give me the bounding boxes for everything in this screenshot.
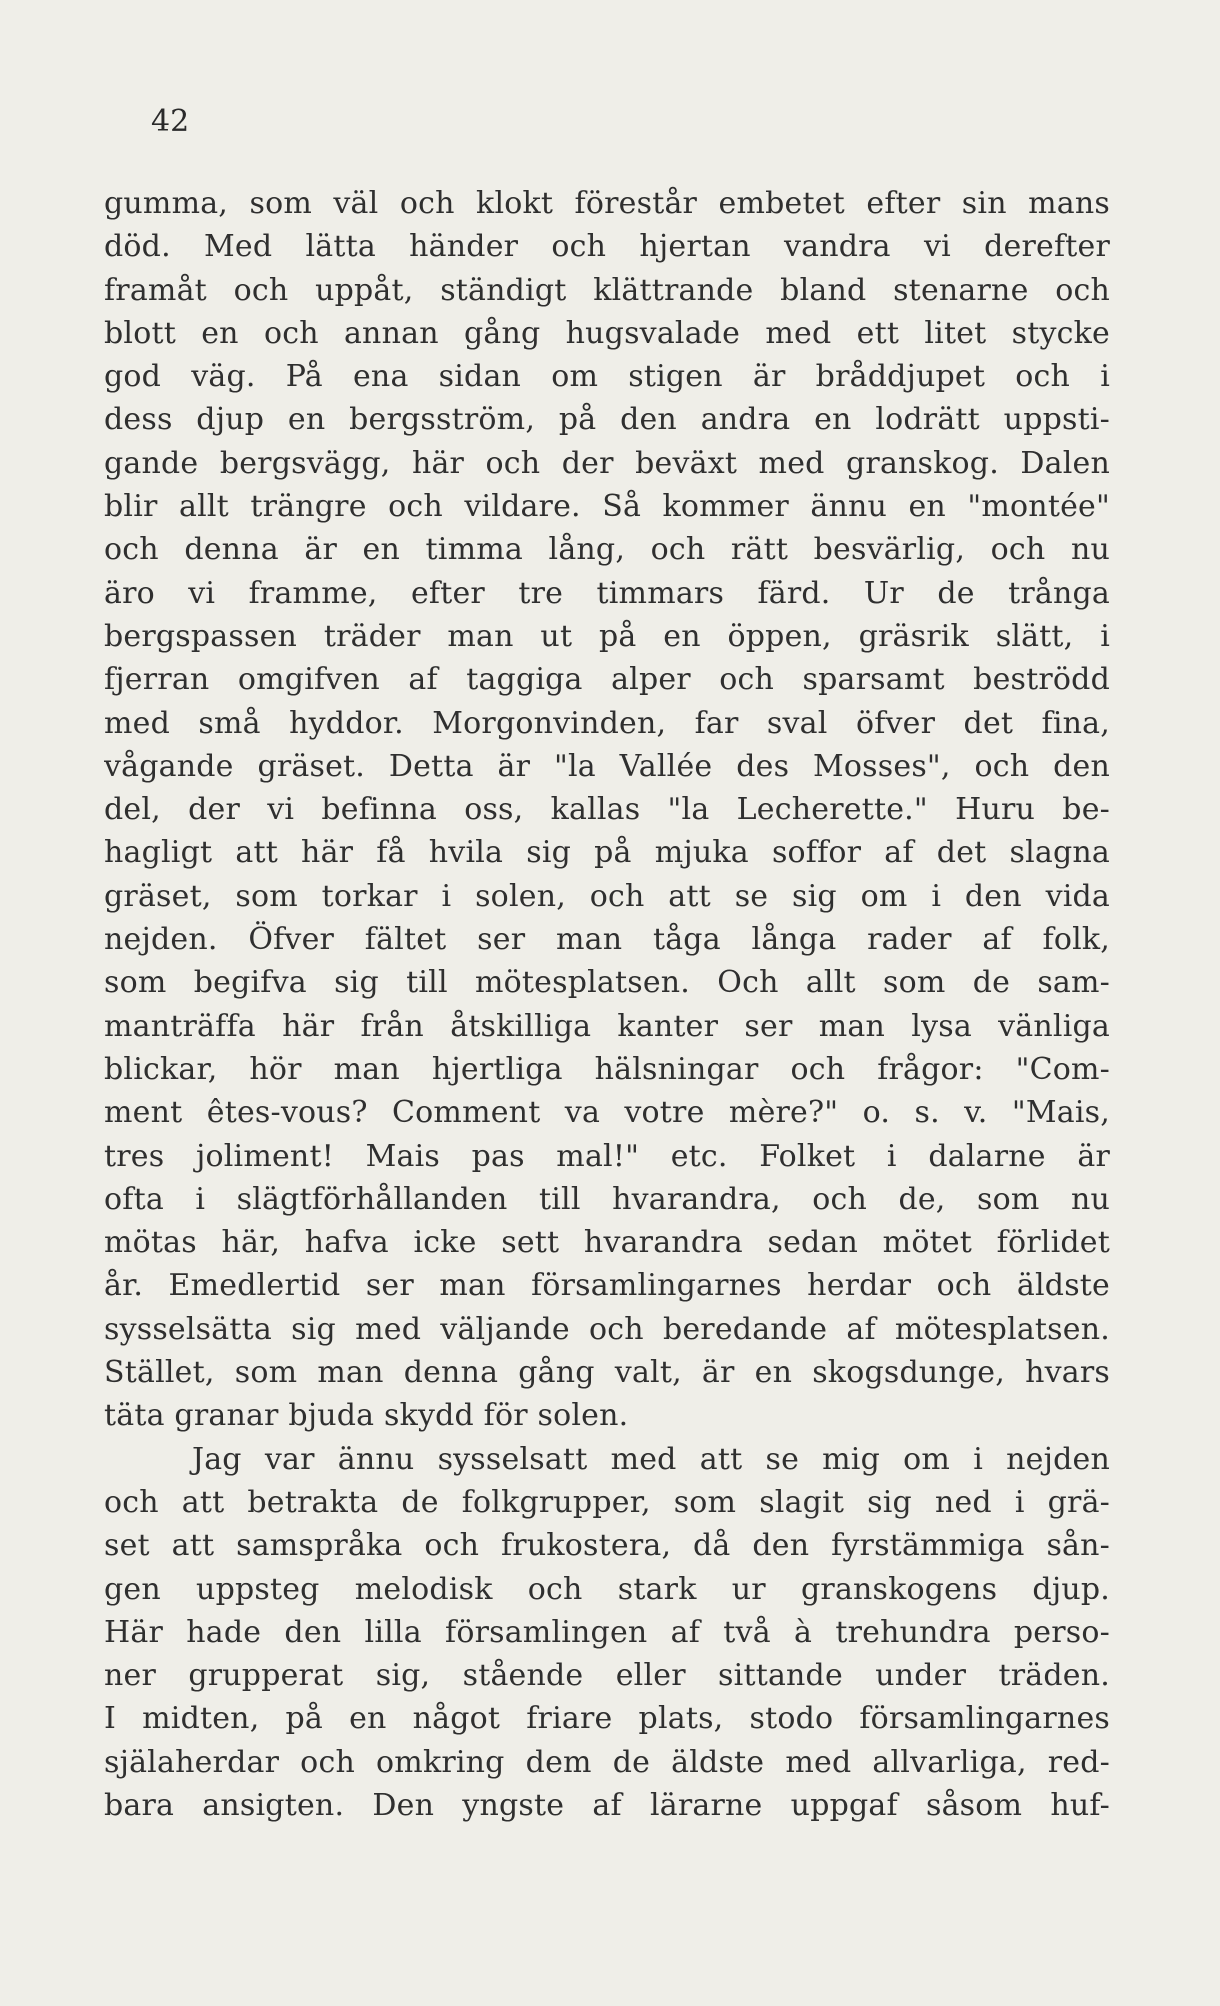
text-line: och att betrakta de folkgrupper, som slagit sig ned i grä- <box>104 1484 1110 1520</box>
text-line: bara ansigten. Den yngste af lärarne uppgaf såsom huf- <box>104 1787 1110 1823</box>
text-line: ner grupperat sig, stående eller sittande under träden. <box>104 1658 1110 1694</box>
text-line: som begifva sig till mötesplatsen. Och allt som de sam- <box>104 965 1110 1001</box>
text-line: blickar, hör man hjertliga hälsningar och frågor: "Com- <box>104 1051 1110 1087</box>
text-line: sysselsätta sig med väljande och beredande af mötesplatsen. <box>104 1311 1110 1347</box>
text-line: del, der vi befinna oss, kallas "la Lecherette." Huru be- <box>104 792 1110 828</box>
text-line: tres joliment! Mais pas mal!" etc. Folket i dalarne är <box>104 1138 1110 1174</box>
text-line: gräset, som torkar i solen, och att se sig om i den vida <box>104 878 1110 914</box>
text-line: hagligt att här få hvila sig på mjuka soffor af det slagna <box>104 835 1110 871</box>
text-line: Här hade den lilla församlingen af två à trehundra perso- <box>104 1614 1110 1650</box>
text-line: gande bergsvägg, här och der beväxt med granskog. Dalen <box>104 445 1110 481</box>
text-line: ment êtes-vous? Comment va votre mère?" o. s. v. "Mais, <box>104 1095 1110 1131</box>
text-line: med små hyddor. Morgonvinden, far sval öfver det fina, <box>104 705 1110 741</box>
text-line: god väg. På ena sidan om stigen är bråddjupet och i <box>104 359 1110 395</box>
text-line: äro vi framme, efter tre timmars färd. Ur de trånga <box>104 575 1110 611</box>
text-line: blott en och annan gång hugsvalade med ett litet stycke <box>104 315 1110 351</box>
text-line: blir allt trängre och vildare. Så kommer ännu en "montée" <box>104 489 1110 525</box>
text-line: själaherdar och omkring dem de äldste med allvarliga, red- <box>104 1744 1110 1780</box>
text-line: fjerran omgifven af taggiga alper och sparsamt beströdd <box>104 662 1110 698</box>
text-line: framåt och uppåt, ständigt klättrande bland stenarne och <box>104 272 1110 308</box>
text-line: manträffa här från åtskilliga kanter ser man lysa vänliga <box>104 1008 1110 1044</box>
text-line: I midten, på en något friare plats, stodo församlingarnes <box>104 1701 1110 1737</box>
text-line: och denna är en timma lång, och rätt besvärlig, och nu <box>104 532 1110 568</box>
text-line: dess djup en bergsström, på den andra en lodrätt uppsti- <box>104 402 1110 438</box>
paragraph-end-line: täta granar bjuda skydd för solen. <box>104 1398 629 1434</box>
text-line: gen uppsteg melodisk och stark ur granskogens djup. <box>104 1571 1110 1607</box>
text-line: Stället, som man denna gång valt, är en skogsdunge, hvars <box>104 1355 1110 1391</box>
text-line: död. Med lätta händer och hjertan vandra vi derefter <box>104 229 1110 265</box>
text-line: gumma, som väl och klokt förestår embetet efter sin mans <box>104 186 1110 221</box>
text-line: ofta i slägtförhållanden till hvarandra, och de, som nu <box>104 1181 1110 1217</box>
body-text <box>104 182 1110 1827</box>
text-line: bergspassen träder man ut på en öppen, gräsrik slätt, i <box>104 618 1110 654</box>
text-line: mötas här, hafva icke sett hvarandra sedan mötet förlidet <box>104 1225 1110 1261</box>
text-line: år. Emedlertid ser man församlingarnes herdar och äldste <box>104 1268 1110 1304</box>
text-line: set att samspråka och frukostera, då den fyrstämmiga sån- <box>104 1528 1110 1564</box>
text-line: vågande gräset. Detta är "la Vallée des Mosses", och den <box>104 748 1110 784</box>
paragraph-start-line: Jag var ännu sysselsatt med att se mig om i nejden <box>192 1441 1110 1477</box>
text-line: nejden. Öfver fältet ser man tåga långa rader af folk, <box>104 922 1110 958</box>
page-number: 42 <box>151 104 190 139</box>
